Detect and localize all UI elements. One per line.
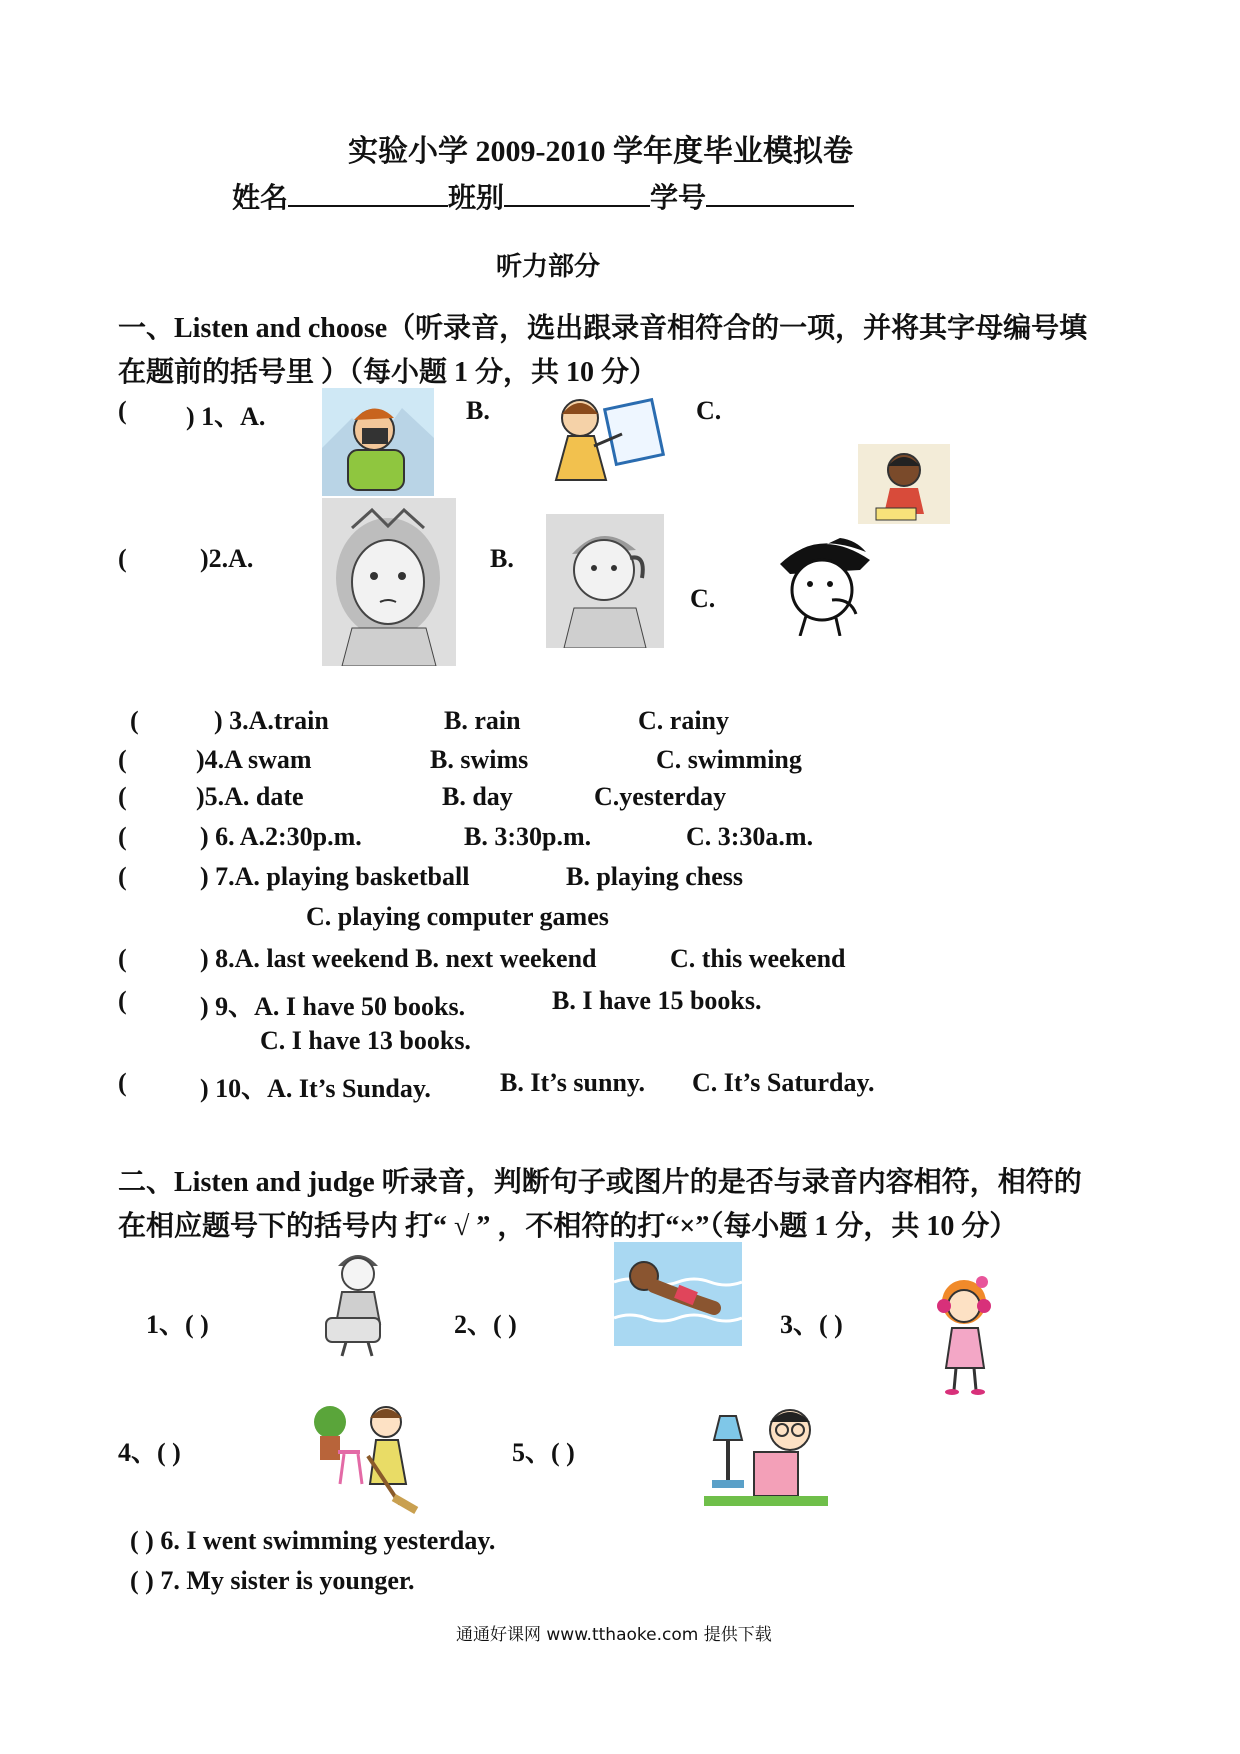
number-blank[interactable] — [706, 177, 854, 207]
q10-option-a: ) 10、A. It’s Sunday. — [200, 1074, 431, 1103]
photographer-icon — [322, 388, 434, 496]
q8-option-ab: ) 8.A. last weekend B. next weekend — [200, 944, 597, 973]
q4-option-b: B. swims — [430, 745, 529, 774]
q7-option-b: B. playing chess — [566, 862, 743, 891]
listening-header: 听力部分 — [496, 252, 601, 281]
q7-paren: ( — [118, 862, 127, 891]
thinking-girl-icon — [322, 498, 456, 666]
q2-number: )2.A. — [200, 544, 254, 573]
q5-option-c: C.yesterday — [594, 782, 727, 811]
section2-instruction-line2: 在相应题号下的括号内 打“ √ ” ，不相符的打“×”（每小题 1 分，共 10 分） — [118, 1211, 1018, 1242]
name-label: 姓名 — [232, 183, 289, 214]
q1-option-b: B. — [466, 396, 490, 425]
section1-instruction-line2: 在题前的括号里 ）（每小题 1 分，共 10 分） — [118, 357, 658, 388]
q1-option-c: C. — [696, 396, 722, 425]
student-info-row — [232, 176, 854, 216]
q5-option-a: )5.A. date — [196, 782, 304, 811]
q7-option-c: C. playing computer games — [306, 902, 609, 931]
q10-option-c: C. It’s Saturday. — [692, 1068, 875, 1097]
q4-option-a: )4.A swam — [196, 745, 312, 774]
q4-option-c: C. swimming — [656, 745, 802, 774]
class-blank[interactable] — [504, 177, 650, 207]
painting-girl-icon — [544, 390, 668, 486]
q6-paren: ( — [118, 822, 127, 851]
thinking-boy-icon — [546, 514, 664, 648]
q2-option-b: B. — [490, 544, 514, 573]
q8-option-c: C. this weekend — [670, 944, 846, 973]
q3-option-a: ) 3.A.train — [214, 706, 329, 735]
q3-option-b: B. rain — [444, 706, 521, 735]
q6-option-a: ) 6. A.2:30p.m. — [200, 822, 362, 851]
swimming-boy-icon — [614, 1242, 742, 1346]
sweeping-girl-icon — [308, 1400, 426, 1518]
q9-option-a: ) 9、A. I have 50 books. — [200, 992, 466, 1021]
q1-number: ) 1、A. — [186, 402, 266, 431]
reading-lamp-boy-icon — [704, 1400, 828, 1506]
q8-paren: ( — [118, 944, 127, 973]
q2-paren: ( — [118, 544, 127, 573]
q3-paren: ( — [130, 706, 139, 735]
q4-paren: ( — [118, 745, 127, 774]
washing-boy-icon — [312, 1244, 402, 1358]
q3-option-c: C. rainy — [638, 706, 729, 735]
section1-instruction-line1: 一、Listen and choose（听录音，选出跟录音相符合的一项，并将其字母编号填 — [118, 313, 1088, 344]
q9-option-c: C. I have 13 books. — [260, 1026, 471, 1055]
q2-option-c: C. — [690, 584, 716, 613]
q5-option-b: B. day — [442, 782, 513, 811]
exam-title: 实验小学 2009-2010 学年度毕业模拟卷 — [348, 135, 853, 168]
q5-paren: ( — [118, 782, 127, 811]
section2-instruction-line1: 二、Listen and judge 听录音，判断句子或图片的是否与录音内容相符，相符的 — [118, 1167, 1082, 1198]
footer-credit: 通通好课网 www.tthaoke.com 提供下载 — [456, 1625, 772, 1645]
judge-item-1[interactable]: 1、( ) — [146, 1310, 209, 1339]
judge-item-6[interactable]: ( ) 6. I went swimming yesterday. — [130, 1526, 496, 1555]
toothache-man-icon — [770, 530, 880, 636]
name-blank[interactable] — [288, 177, 448, 207]
judge-item-5[interactable]: 5、( ) — [512, 1438, 575, 1467]
headphone-girl-icon — [932, 1272, 1000, 1396]
judge-item-2[interactable]: 2、( ) — [454, 1310, 517, 1339]
class-label: 班别 — [448, 183, 505, 214]
judge-item-7[interactable]: ( ) 7. My sister is younger. — [130, 1566, 415, 1595]
q1-paren: ( — [118, 396, 127, 425]
q10-paren: ( — [118, 1068, 127, 1097]
reading-boy-icon — [858, 444, 950, 524]
q10-option-b: B. It’s sunny. — [500, 1068, 645, 1097]
number-label: 学号 — [650, 183, 707, 214]
q9-option-b: B. I have 15 books. — [552, 986, 762, 1015]
judge-item-3[interactable]: 3、( ) — [780, 1310, 843, 1339]
q6-option-c: C. 3:30a.m. — [686, 822, 814, 851]
judge-item-4[interactable]: 4、( ) — [118, 1438, 181, 1467]
q7-option-a: ) 7.A. playing basketball — [200, 862, 470, 891]
q6-option-b: B. 3:30p.m. — [464, 822, 592, 851]
q9-paren: ( — [118, 986, 127, 1015]
